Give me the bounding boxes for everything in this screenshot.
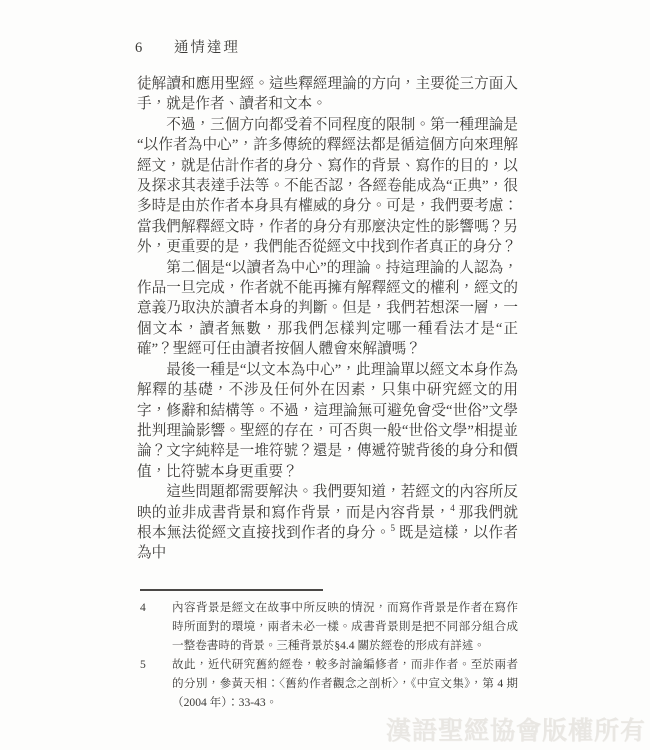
publisher-watermark: 漢語聖經協會版權所有 (385, 717, 646, 745)
page-header (135, 40, 240, 56)
body-text (137, 74, 518, 564)
paragraph-reader-centered: 第二個是“以讀者為中心”的理論。持這理論的人認為，作品一旦完成，作者就不能再擁有解釋經文的權利，經文的意義乃取決於讀者本身的判斷。但是，我們若想深一層，一個文本，讀者無數，那我們怎樣判定哪一種看法才是“正確”？聖經可任由讀者按個人體會來解讀嗎？ (137, 259, 518, 358)
footnote-4 (140, 598, 518, 655)
paragraph-text-segment: 那我們就根本無法從經文直接找到作者的身分。 (137, 504, 518, 541)
paragraph-text-segment: 這些問題都需要解決。我們要知道，若經文的內容所反映的並非成書背景和寫作背景，而是內容背景， (137, 484, 518, 521)
footnote-separator (140, 589, 323, 591)
footnotes-section (140, 598, 518, 712)
footnote-text: 故此，近代研究舊約經卷，較多討論編修者，而非作者。至於兩者的分別，參黃天相：〈舊約作者觀念之剖析〉，《中宣文集》，第 4 期（2004 年）：33-43。 (172, 658, 518, 709)
paragraph-conclusion (137, 482, 518, 564)
footnote-ref-4: 4 (450, 502, 455, 513)
running-title: 通情達理 (173, 40, 240, 56)
paragraph-author-centered: 不過，三個方向都受着不同程度的限制。第一種理論是“以作者為中心”，許多傳統的釋經法都是循這個方向來理解經文，就是估計作者的身分、寫作的背景、寫作的目的，以及探求其表達手法等。不能否認，各經卷能成為“正典”，很多時是由於作者本身具有權威的身分。可是，我們要考慮：當我們解釋經文時，作者的身分有那麼決定性的影響嗎？另外，更重要的是，我們能否從經文中找到作者真正的身分？ (137, 116, 518, 256)
page-number: 6 (135, 40, 143, 56)
footnote-number: 5 (140, 658, 146, 671)
paragraph-text-segment: 既是這樣，以作者為中 (137, 524, 518, 562)
footnote-5 (140, 655, 518, 712)
footnote-ref-5: 5 (390, 523, 396, 534)
paragraph-text-centered: 最後一種是“以文本為中心”，此理論單以經文本身作為解釋的基礎，不涉及任何外在因素，只集中研究經文的用字，修辭和結構等。不過，這理論無可避免會受“世俗”文學批判理論影響。聖經的存在，可否與一般“世俗文學”相提並論？文字純粹是一堆符號？還是，傳遞符號背後的身分和價值，比符號本身更重要？ (137, 361, 518, 480)
paragraph-continuation: 徒解讀和應用聖經。這些釋經理論的方向，主要從三方面入手，就是作者、讀者和文本。 (137, 76, 518, 113)
footnote-number: 4 (140, 601, 146, 614)
footnote-text: 內容背景是經文在故事中所反映的情況，而寫作背景是作者在寫作時所面對的環境，兩者未必一樣。成書背景則是把不同部分組合成一整卷書時的背景。三種背景於§4.4 關於經卷的形成有詳述。 (172, 601, 518, 652)
